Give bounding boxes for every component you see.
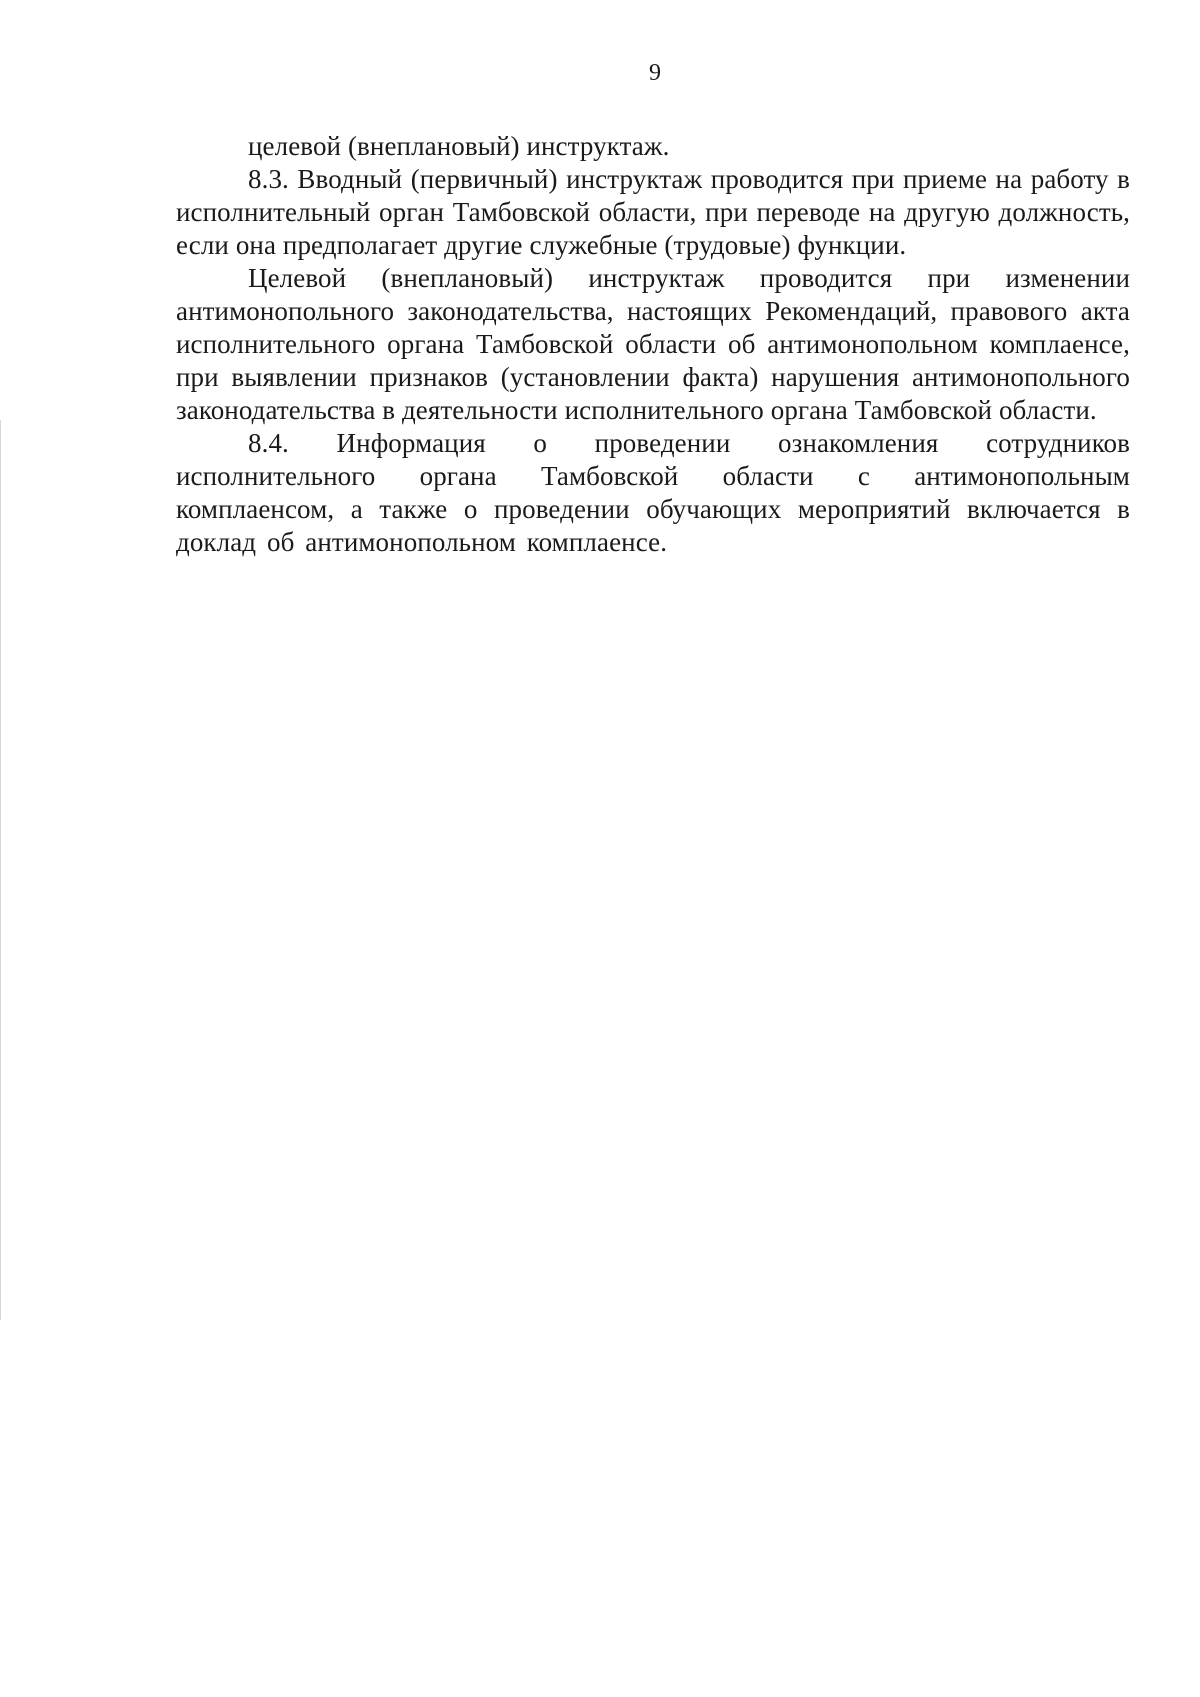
paragraph-8-3: 8.3. Вводный (первичный) инструктаж проводится при приеме на работу в исполнительный орган Тамбовской области, при переводе на другую должность, если она предполагает другие служебные (трудовые) функции.	[176, 164, 1130, 260]
scan-edge-mark	[0, 420, 1, 1320]
document-body	[176, 130, 1130, 559]
page-number: 9	[649, 60, 661, 86]
paragraph-continuation: целевой (внеплановый) инструктаж.	[248, 131, 670, 161]
paragraph-targeted-briefing: Целевой (внеплановый) инструктаж проводится при изменении антимонопольного законодательства, настоящих Рекомендаций, правового акта исполнительного органа Тамбовской области об антимонопольном комплаенсе, при выявлении признаков (установлении факта) нарушения антимонопольного законодательства в деятельности исполнительного органа Тамбовской области.	[176, 263, 1130, 425]
paragraph-8-4: 8.4. Информация о проведении ознакомления сотрудников исполнительного органа Тамбовской области с антимонопольным комплаенсом, а также о проведении обучающих мероприятий включается в доклад об антимонопольном комплаенсе.	[176, 428, 1130, 557]
